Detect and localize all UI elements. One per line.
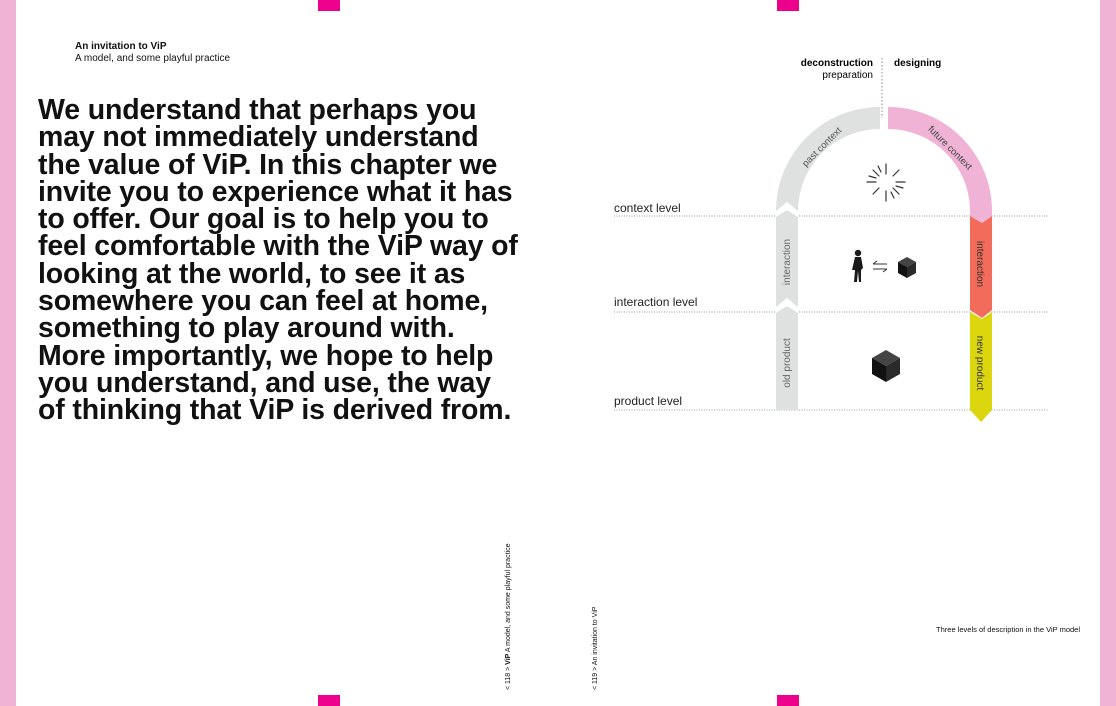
crop-mark-bottom-left (318, 695, 340, 706)
header-deconstruction: deconstruction (800, 58, 873, 69)
exchange-arrows-icon (873, 261, 887, 272)
cube-icon (872, 350, 900, 382)
folio-left (505, 544, 512, 690)
old-interaction-label: interaction (782, 238, 793, 286)
context-level-label: context level (614, 201, 681, 215)
past-context-label: past context (800, 125, 845, 170)
right-page-edge (1100, 0, 1116, 706)
left-page-edge (0, 0, 16, 706)
cube-icon (898, 257, 916, 278)
new-product-label: new product (974, 335, 985, 391)
vip-model-diagram (560, 40, 1060, 430)
crop-mark-top-right (777, 0, 799, 11)
new-interaction-label: interaction (974, 240, 985, 288)
folio-right: < 119 > An invitation to ViP (592, 606, 599, 690)
folio-left-section: A model, and some playful practice (505, 543, 512, 653)
future-context-band (888, 107, 992, 223)
folio-left-book: ViP (505, 653, 512, 665)
person-icon (852, 250, 863, 282)
intro-paragraph: We understand that perhaps you may not immediately understand the value of ViP. In this chapter we invite you to experience what it has to offer. Our goal is to help you to feel comfortable with the ViP way of looking at the world, to see it as somewhere you can feel at home, something to play around with. More importantly, we hope to help you understand, and use, the way of thinking that ViP is derived from. (38, 94, 518, 427)
sparkle-icon (867, 164, 905, 201)
header-preparation: preparation (822, 70, 873, 81)
crop-mark-top-left (318, 0, 340, 11)
running-head-subtitle: A model, and some playful practice (75, 53, 231, 64)
figure-caption: Three levels of description in the ViP model (936, 625, 1080, 634)
header-designing: designing (894, 58, 942, 69)
crop-mark-bottom-right (777, 695, 799, 706)
old-product-label: old product (782, 338, 793, 388)
interaction-level-label: interaction level (614, 295, 698, 309)
running-head (75, 41, 230, 65)
future-context-label: future context (925, 123, 975, 173)
running-head-title: An invitation to ViP (75, 41, 167, 52)
product-level-label: product level (614, 394, 683, 408)
folio-left-number: < 118 > (505, 666, 512, 690)
